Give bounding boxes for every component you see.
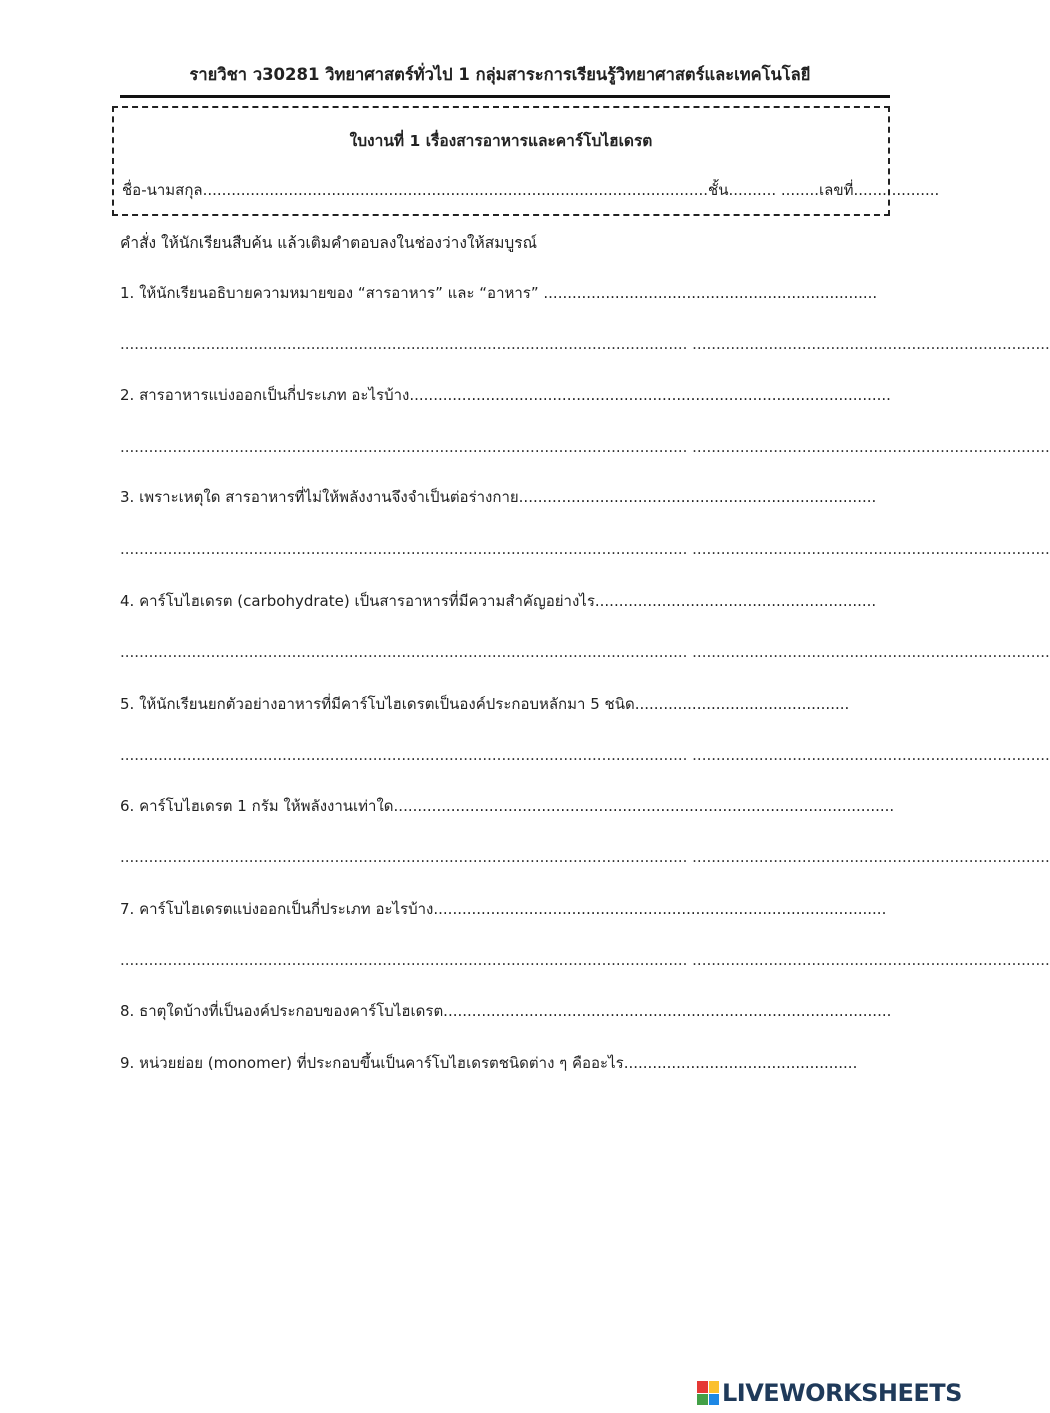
brand-footer (697, 1378, 997, 1408)
question-8[interactable]: 8. ธาตุใดบ้างที่เป็นองค์ประกอบของคาร์โบไฮเดรต.............................................................................................. (120, 1002, 892, 1020)
question-4[interactable]: 4. คาร์โบไฮเดรต (carbohydrate) เป็นสารอาหารที่มีความสำคัญอย่างไร........................................................... (120, 592, 877, 610)
question-1[interactable]: 1. ให้นักเรียนอธิบายความหมายของ “สารอาหาร” และ “อาหาร” ...................................................................... (120, 284, 878, 302)
question-9[interactable]: 9. หน่วยย่อย (monomer) ที่ประกอบขึ้นเป็นคาร์โบไฮเดรตชนิดต่าง ๆ คืออะไร................................................. (120, 1054, 858, 1072)
answer-line-5[interactable]: ....................................................................................................................... ........................................................................... (120, 746, 1050, 764)
info-box (112, 106, 940, 216)
brand-name: LIVEWORKSHEETS (722, 1379, 962, 1407)
answer-line-4[interactable]: ....................................................................................................................... ........................................................................... (120, 643, 1050, 661)
answer-line-7[interactable]: ....................................................................................................................... ........................................................................... (120, 951, 1050, 969)
answer-line-2[interactable]: ....................................................................................................................... ........................................................................... (120, 438, 1050, 456)
answer-line-1[interactable]: ....................................................................................................................... ........................................................................... (120, 335, 1050, 353)
header-rule (120, 95, 890, 98)
question-3[interactable]: 3. เพราะเหตุใด สารอาหารที่ไม่ให้พลังงานจึงจำเป็นต่อร่างกาย........................................................................... (120, 488, 877, 506)
name-class-number-line[interactable]: ชื่อ-นามสกุล..........................................................................................................ชั้น.......... ........เลขที่.................. (122, 181, 940, 199)
worksheet-title: ใบงานที่ 1 เรื่องสารอาหารและคาร์โบไฮเดรต (349, 132, 653, 150)
question-6[interactable]: 6. คาร์โบไฮเดรต 1 กรัม ให้พลังงานเท่าใด......................................................................................................... (120, 797, 895, 815)
course-header: รายวิชา ว30281 วิทยาศาสตร์ทั่วไป 1 กลุ่มสาระการเรียนรู้วิทยาศาสตร์และเทคโนโลยี (189, 65, 811, 84)
question-2[interactable]: 2. สารอาหารแบ่งออกเป็นกี่ประเภท อะไรบ้าง..................................................................................................... (120, 386, 891, 404)
question-5[interactable]: 5. ให้นักเรียนยกตัวอย่างอาหารที่มีคาร์โบไฮเดรตเป็นองค์ประกอบหลักมา 5 ชนิด............................................. (120, 695, 850, 713)
instruction: คำสั่ง ให้นักเรียนสืบค้น แล้วเติมคำตอบลงในช่องว่างให้สมบูรณ์ (120, 234, 537, 252)
answer-line-6[interactable]: ....................................................................................................................... ........................................................................... (120, 848, 1050, 866)
answer-line-3[interactable]: ....................................................................................................................... ........................................................................... (120, 540, 1050, 558)
question-7[interactable]: 7. คาร์โบไฮเดรตแบ่งออกเป็นกี่ประเภท อะไรบ้าง............................................................................................... (120, 900, 887, 918)
brand-logo-icon (697, 1381, 719, 1405)
